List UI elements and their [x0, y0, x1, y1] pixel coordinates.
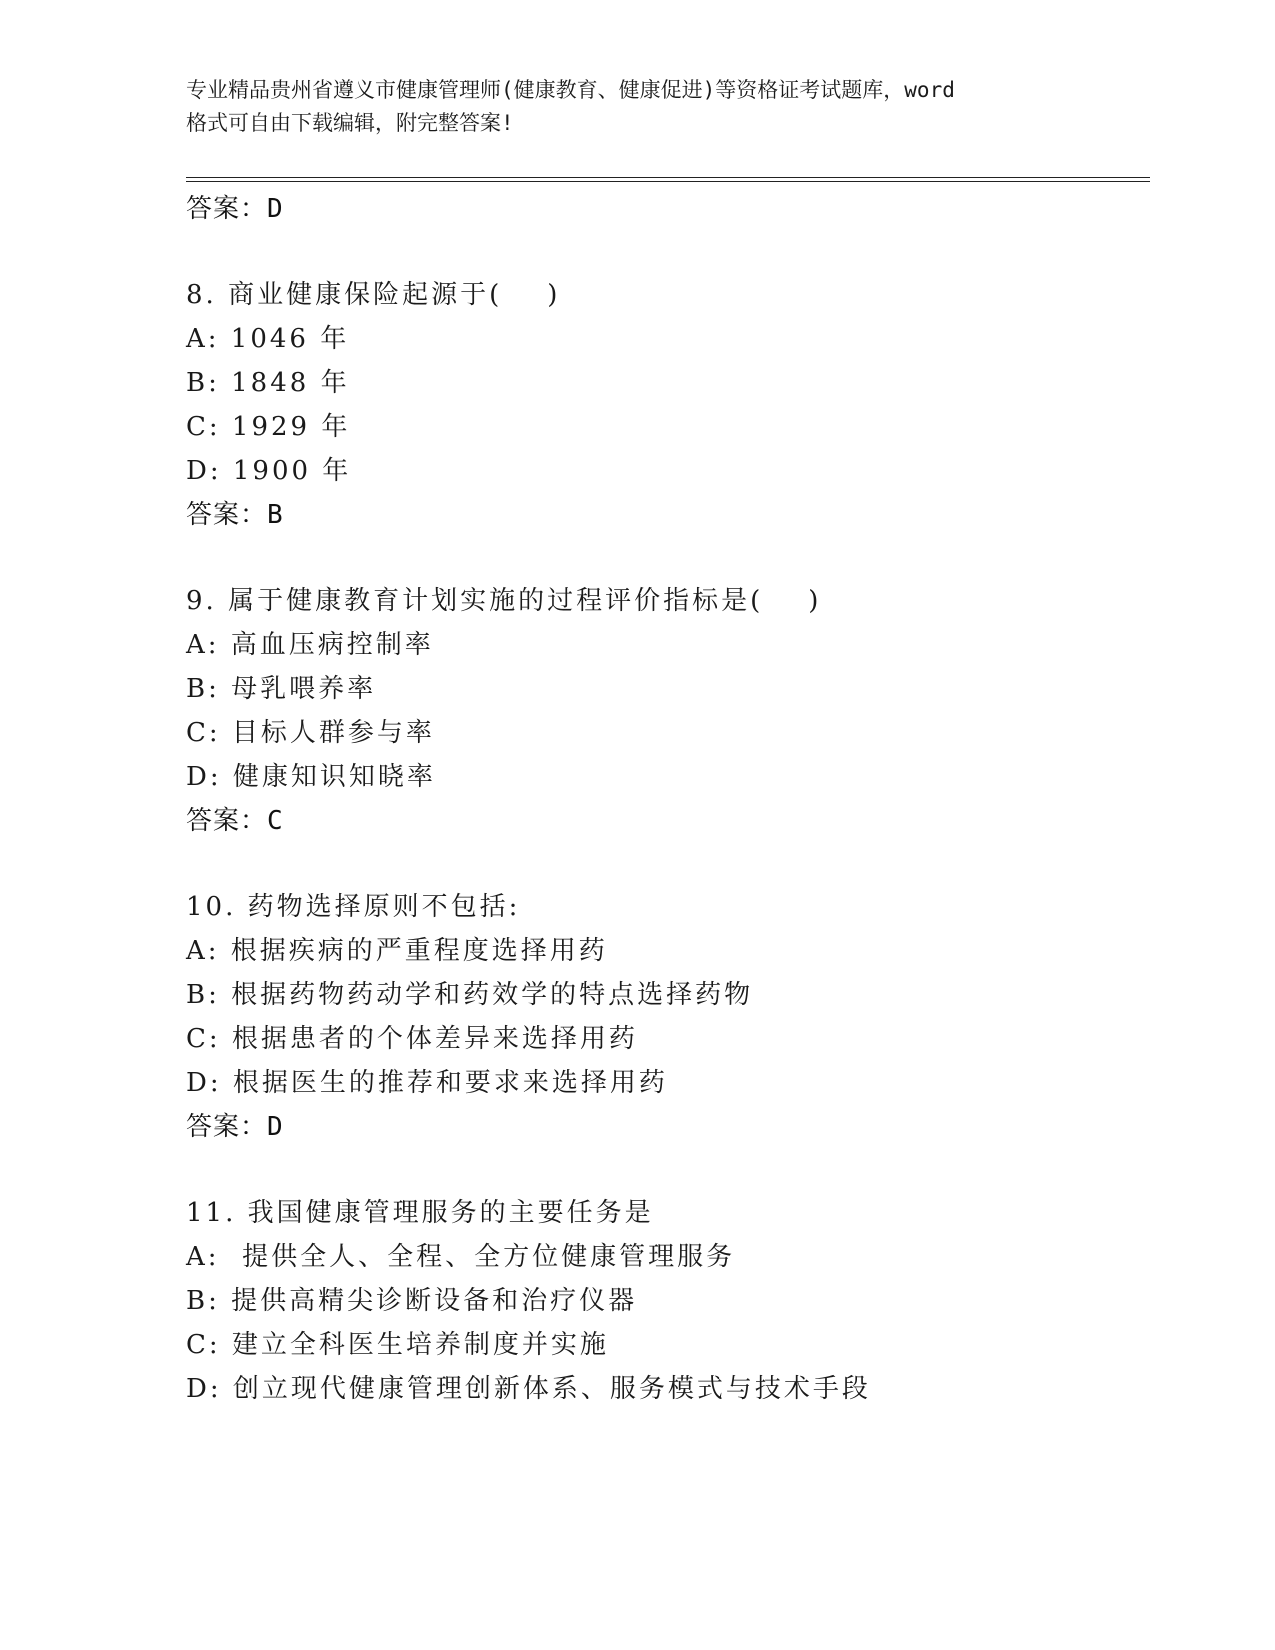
- question-9-option-a: A: 高血压病控制率: [186, 630, 434, 660]
- header-divider-top: [186, 177, 1150, 178]
- question-8-answer: 答案：B: [186, 500, 284, 530]
- question-10-option-a: A: 根据疾病的严重程度选择用药: [186, 936, 608, 966]
- question-11-option-a: A: 提供全人、全程、全方位健康管理服务: [186, 1242, 736, 1272]
- question-10-option-d: D: 根据医生的推荐和要求来选择用药: [186, 1068, 668, 1098]
- question-10-option-c: C: 根据患者的个体差异来选择用药: [186, 1024, 638, 1054]
- question-10-answer: 答案：D: [186, 1112, 284, 1142]
- question-9-answer: 答案：C: [186, 806, 284, 836]
- question-8-option-a: A: 1046 年: [186, 324, 350, 354]
- question-11-option-c: C: 建立全科医生培养制度并实施: [186, 1330, 609, 1360]
- question-9-option-d: D: 健康知识知晓率: [186, 762, 436, 792]
- question-11-text: 11. 我国健康管理服务的主要任务是: [186, 1198, 654, 1228]
- question-8-option-b: B: 1848 年: [186, 368, 350, 398]
- page-header: [186, 74, 1086, 140]
- question-9-text: 9. 属于健康教育计划实施的过程评价指标是( ): [186, 586, 822, 616]
- question-8-option-c: C: 1929 年: [186, 412, 351, 442]
- question-9-option-b: B: 母乳喂养率: [186, 674, 377, 704]
- question-10-option-b: B: 根据药物药动学和药效学的特点选择药物: [186, 980, 754, 1010]
- header-divider-bottom: [186, 181, 1150, 182]
- question-10-text: 10. 药物选择原则不包括:: [186, 892, 521, 922]
- header-line-1: 专业精品贵州省遵义市健康管理师(健康教育、健康促进)等资格证考试题库，word: [186, 78, 955, 102]
- header-line-2: 格式可自由下载编辑，附完整答案!: [186, 111, 514, 135]
- question-9-option-c: C: 目标人群参与率: [186, 718, 435, 748]
- question-8-text: 8. 商业健康保险起源于( ): [186, 280, 561, 310]
- question-11-option-d: D: 创立现代健康管理创新体系、服务模式与技术手段: [186, 1374, 871, 1404]
- question-8-option-d: D: 1900 年: [186, 456, 352, 486]
- answer-previous: 答案：D: [186, 194, 284, 224]
- question-11-option-b: B: 提供高精尖诊断设备和治疗仪器: [186, 1286, 638, 1316]
